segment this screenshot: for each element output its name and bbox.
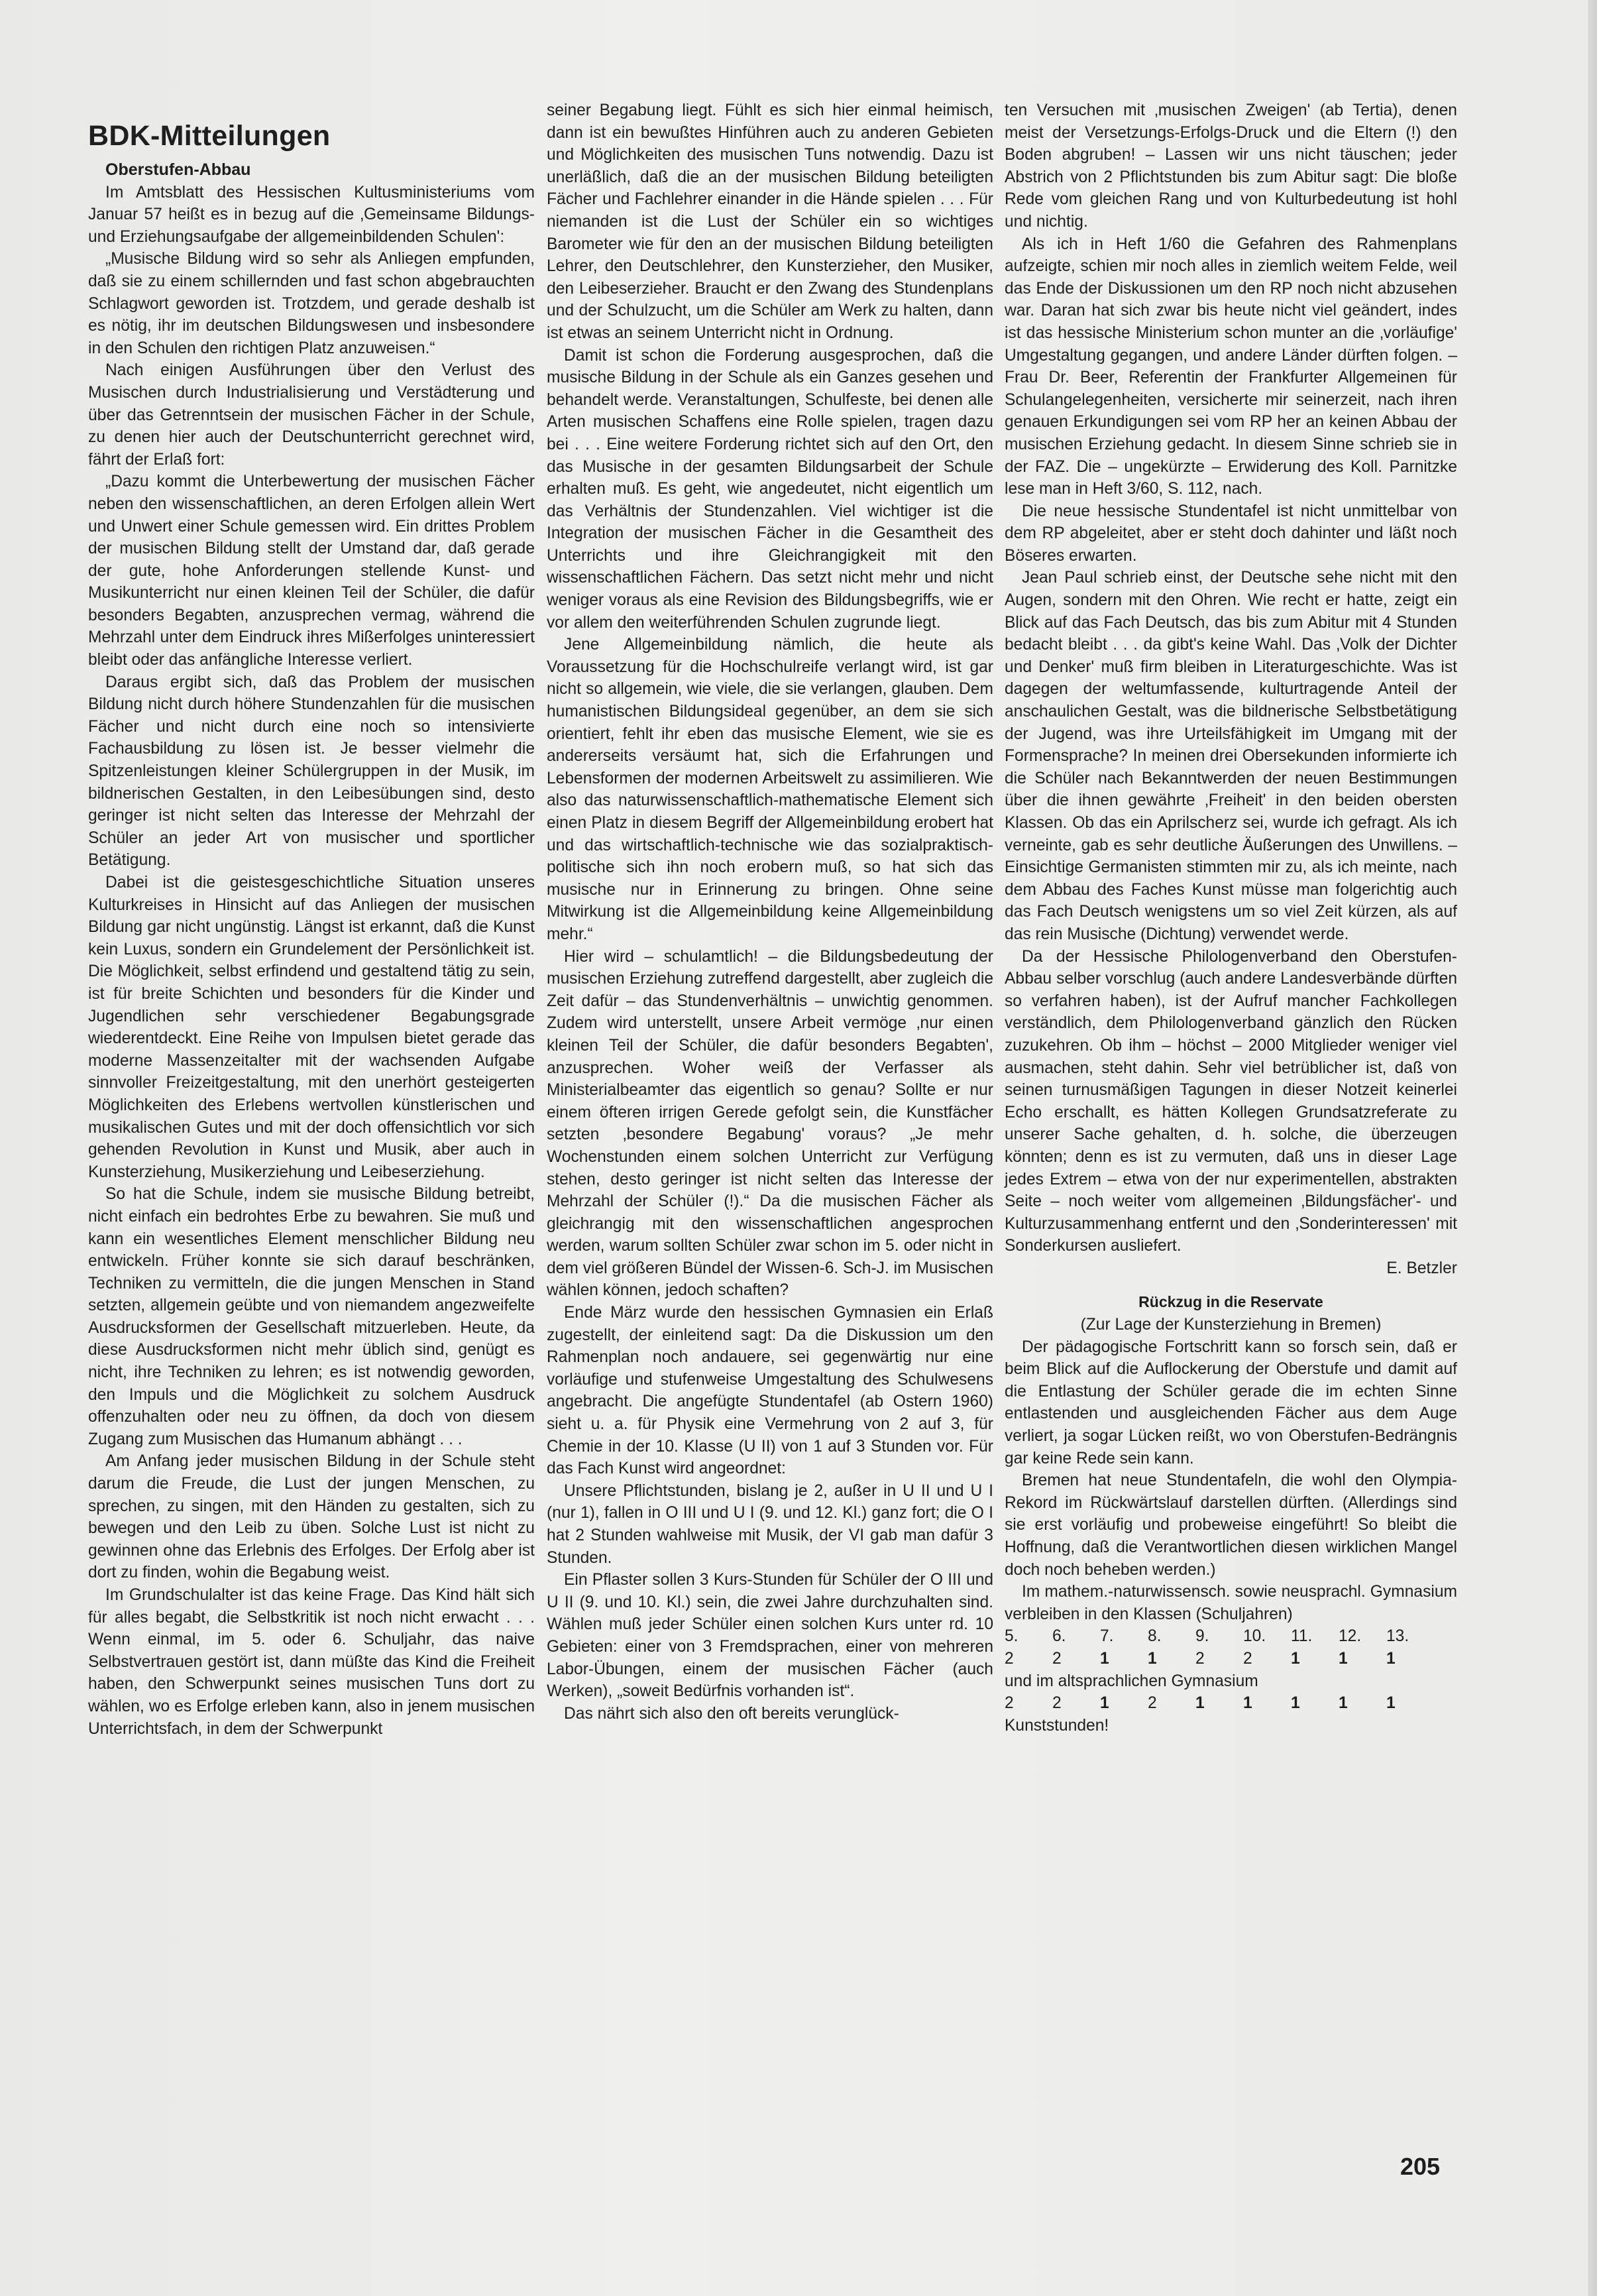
section-title-oberstufen-abbau: Oberstufen-Abbau [105, 160, 251, 179]
hours-cell: 1 [1386, 1694, 1396, 1713]
hours-cell: 1 [1195, 1694, 1205, 1713]
grade-cell: 10. [1243, 1627, 1266, 1646]
hours-cell: 1 [1291, 1649, 1300, 1668]
paragraph: Damit ist schon die Forderung ausgesprochen, daß die musische Bildung in der Schule als ein Ganzes gesehen und behandelt werde. Veranstaltungen, Schulfeste, bei denen alle Arten musischen Schaffens eine Rolle spielen, tragen dazu bei . . . Eine weitere Forderung richtet sich auf den Ort, den das Musische in der gesamten Bildungsarbeit der Schule erhalten muß. Es geht, wie angedeutet, nicht eigentlich um das Verhältnis der Stundenzahlen. Viel wichtiger ist die Integration der musischen Fächer in die Gesamtheit des Unterrichts und ihre Gleichrangigkeit mit den wissenschaftlichen Fächern. Das setzt nicht mehr und nicht weniger voraus als eine Revision des Bildungsbegriffs, wie er vor allem den weiterführenden Schulen zugrunde liegt. [547, 346, 993, 632]
hours-row-math [1005, 1648, 1457, 1670]
grade-cell: 7. [1100, 1627, 1114, 1646]
hours-cell: 1 [1243, 1694, 1252, 1713]
paragraph: So hat die Schule, indem sie musische Bildung betreibt, nicht einfach ein bedrohtes Erbe zu bewahren. Sie muß und kann ein wesentliches Element menschlicher Bildung neu entwickeln. Früher konnte sie sich darauf beschränken, Techniken zu vermitteln, die die jungen Menschen in Stand setzten, allgemein geübte und von niemandem angezweifelte Ausdrucksformen der Gesellschaft mitzuerleben. Heute, da diese Ausdrucksformen nicht mehr üblich sind, genügt es nicht, ihre Techniken zu lehren; es ist notwendig geworden, den Impuls und die Möglichkeit zu solchem Ausdruck offenzuhalten oder neu zu öffnen, da doch von diesem Zugang zum Musischen das Humanum abhängt . . . [88, 1185, 535, 1448]
hours-cell: 2 [1195, 1649, 1205, 1668]
hours-cell: 2 [1005, 1694, 1014, 1713]
paragraph: Ein Pflaster sollen 3 Kurs-Stunden für Schüler der O III und U II (9. und 10. Kl.) sein, die zwei Jahre durchzuhalten sind. Wählen muß jeder Schüler einen solchen Kurs unter rd. 10 Gebieten: einer von 3 Fremdsprachen, einer von mehreren Labor-Übungen, einem der musischen Fächer (auch Werken), „soweit Bedürfnis vorhanden ist“. [547, 1571, 993, 1701]
paragraph: Hier wird – schulamtlich! – die Bildungsbedeutung der musischen Erziehung zutreffend dargestellt, aber zugleich die Zeit dafür – das Stundenverhältnis – unwichtig genommen. Zudem wird unterstellt, unsere Arbeit vermöge ‚nur einen kleinen Teil der Schüler, die dafür besonders Begabten', anzusprechen. Woher weiß der Verfasser als Ministerialbeamter das eigentlich so genau? Sollte er nur einem öfteren irrigen Gerede gefolgt sein, die Kunstfächer setzten ‚besondere Begabung' voraus? „Je mehr Wochenstunden einem solchen Unterricht zur Verfügung stehen, desto geringer ist nicht selten das Interesse der Mehrzahl der Schüler (!).“ Da die musischen Fächer als gleichrangig mit den wissenschaftlichen angesprochen werden, warum sollten Schüler zwar schon im 5. oder nicht in dem viel größeren Bündel der Wissen-6. Sch-J. im Musischen wählen können, jedoch schaften? [547, 947, 993, 1300]
grade-cell: 12. [1339, 1627, 1362, 1646]
page-heading: BDK-Mitteilungen [88, 120, 331, 152]
paragraph: Nach einigen Ausführungen über den Verlust des Musischen durch Industrialisierung und Verstädterung und über das Getrenntsein der musischen Fächer in der Schule, zu denen hier auch der Deutschunterricht gerechnet wird, fährt der Erlaß fort: [88, 361, 535, 469]
paragraph: Bremen hat neue Stundentafeln, die wohl den Olympia-Rekord im Rückwärtslauf darstellen dürften. (Allerdings sind sie erst vorläufig und probeweise eingeführt! So bleibt die Hoffnung, daß die Verantwortlichen diesen wirklichen Mangel doch noch beheben werden.) [1005, 1471, 1457, 1579]
paragraph: „Musische Bildung wird so sehr als Anliegen empfunden, daß sie zu einem schillernden und fast schon abgebrauchten Schlagwort geworden ist. Trotzdem, und gerade deshalb ist es nötig, ihr im deutschen Bildungswesen und insbesondere in den Schulen den richtigen Platz anzuweisen.“ [88, 250, 535, 357]
section-title-rueckzug: Rückzug in die Reservate [1138, 1293, 1323, 1311]
hours-cell: 1 [1339, 1694, 1348, 1713]
paragraph: Im Grundschulalter ist das keine Frage. Das Kind hält sich für alles begabt, die Selbstkritik ist noch nicht erwacht . . . Wenn einmal, im 5. oder 6. Schuljahr, das naive Selbstvertrauen gestört ist, dann müßte das Kind die Freiheit haben, den Schwerpunkt seines musischen Tuns dort zu wählen, wo es Erfolge erleben kann, also in jenem musischen Unterrichtsfach, in dem der Schwerpunkt [88, 1586, 535, 1738]
hours-cell: 2 [1148, 1694, 1157, 1713]
paragraph: „Dazu kommt die Unterbewertung der musischen Fächer neben den wissenschaftlichen, an deren Erfolgen allein Wert und Unwert einer Schule gemessen wird. Ein drittes Problem der musischen Bildung stellt der Umstand dar, daß gerade der gute, hohe Anforderungen stellende Kunst- und Musikunterricht nur einen kleinen Teil der Schüler, die dafür besonders Begabten, anzusprechen vermag, während die Mehrzahl unter dem Eindruck ihres Mißerfolges uninteressiert bleibt oder das anfängliche Interesse verliert. [88, 473, 535, 669]
column-2 [547, 99, 993, 1725]
paragraph: Unsere Pflichtstunden, bislang je 2, außer in U II und U I (nur 1), fallen in O III und U I (9. und 12. Kl.) ganz fort; die O I hat 2 Stunden wahlweise mit Musik, der VI gab man dafür 3 Stunden. [547, 1481, 993, 1567]
paragraph: Ende März wurde den hessischen Gymnasien ein Erlaß zugestellt, der einleitend sagt: Da die Diskussion um den Rahmenplan noch andauere, sei gegenwärtig nur eine vorläufige und stufenweise Umgestaltung des Schulwesens angebracht. Die angefügte Stundentafel (ab Ostern 1960) sieht u. a. für Physik eine Vermehrung von 2 auf 3, für Chemie in der 10. Klasse (U II) von 1 auf 3 Stunden vor. Für das Fach Kunst wird angeordnet: [547, 1304, 993, 1478]
grade-cell: 11. [1291, 1627, 1313, 1646]
paragraph: Dabei ist die geistesgeschichtliche Situation unseres Kulturkreises in Hinsicht auf das Anliegen der musischen Bildung gar nicht ungünstig. Längst ist erkannt, daß die Kunst kein Luxus, sondern ein Grundelement der Persönlichkeit ist. Die Möglichkeit, selbst erfindend und gestaltend tätig zu sein, ist für breite Schichten und besonders für die Kinder und Jugendlichen sehr verschiedener Begabungsgrade wiederentdeckt. Eine Reihe von Impulsen bietet gerade das moderne Massenzeitalter mit der wachsenden Aufgabe sinnvoller Freizeitgestaltung, mit den unerhört gesteigerten Möglichkeiten des Erlebens wertvollen künstlerischen und musikalischen Gutes und mit der doch offensichtlich vor sich gehenden Revolution in Kunst und Musik, aber auch in Kunsterziehung, Musikerziehung und Leibeserziehung. [88, 874, 535, 1181]
paragraph: Daraus ergibt sich, daß das Problem der musischen Bildung nicht durch höhere Stundenzahlen für die musischen Fächer und nicht durch eine noch so intensivierte Fachausbildung zu lösen ist. Je besser vielmehr die Spitzenleistungen kleiner Schülergruppen in der Musik, im bildnerischen Gestalten, in den Leibesübungen sind, desto geringer ist nicht selten das Interesse der Mehrzahl der Schüler an jeder Art von musischer und sportlicher Betätigung. [88, 673, 535, 870]
hours-cell: 2 [1005, 1649, 1014, 1668]
paragraph: Jean Paul schrieb einst, der Deutsche sehe nicht mit den Augen, sondern mit den Ohren. Wie recht er hatte, zeigt ein Blick auf das Fach Deutsch, das bis zum Abitur mit 4 Stunden bedacht bleibt . . . da gibt's keine Wahl. Das ‚Volk der Dichter und Denker' muß firm bleiben in Literaturgeschichte. Was ist dagegen der weltumfassende, kulturtragende Anteil der anschaulichen Gestalt, was die bildnerische Selbstbetätigung der Jugend, was ihre Urteilsfähigkeit im Umgang mit der Formensprache? In meinen drei Obersekunden informierte ich die Schüler nach Bekanntwerden der neuen Bestimmungen über die ihnen gewährte ‚Freiheit' in den beiden obersten Klassen. Ob das ein Aprilscherz sei, wurde ich gefragt. Als ich verneinte, gab es sehr deutliche Äußerungen des Unwillens. – Einsichtige Germanisten stimmten mir zu, als ich meinte, nach dem Abbau des Faches Kunst müsse man folgerichtig auch das Fach Deutsch wenigstens um so viel Zeit kürzen, als auf das rein Musische (Dichtung) verwendet werde. [1005, 569, 1457, 943]
paragraph: Das nährt sich also den oft bereits verunglück- [564, 1704, 899, 1723]
paragraph: Da der Hessische Philologenverband den Oberstufen-Abbau selber vorschlug (auch andere Landesverbände dürften so verfahren haben), ist der Aufruf mancher Fachkollegen verständlich, dem Philologenverband gänzlich den Rücken zuzukehren. Ob ihm – höchst – 2000 Mitglieder weniger viel ausmachen, steht dahin. Sehr viel betrüblicher ist, daß von seinen turnusmäßigen Tagungen in dieser Notzeit keinerlei Echo erschallt, es hätten Kollegen Grundsatzreferate zu unserer Sache gehalten, d. h. solche, die überzeugen könnten; denn es ist zu vermuten, daß uns in dieser Lage jedes Extrem – etwa von der nur experimentellen, abstrakten Seite – noch weiter vom allgemeinen ‚Bildungsfächer'- und Kulturzusammenhang entfernt und den ‚Sonderinteressen' mit Sonderkursen ausliefert. [1005, 947, 1457, 1255]
signature: E. Betzler [1386, 1259, 1457, 1277]
hours-cell: 2 [1052, 1694, 1062, 1713]
closing-line: Kunststunden! [1005, 1716, 1109, 1735]
paragraph: Im Amtsblatt des Hessischen Kultusministeriums vom Januar 57 heißt es in bezug auf die ‚Gemeinsame Bildungs- und Erziehungsaufgabe der allgemeinbildenden Schulen': [88, 183, 535, 246]
paragraph: Die neue hessische Stundentafel ist nicht unmittelbar von dem RP abgeleitet, aber er steht doch dahinter und läßt noch Böseres erwarten. [1005, 502, 1457, 565]
grade-cell: 8. [1148, 1627, 1162, 1646]
page-edge-shadow [1588, 0, 1597, 2296]
page-number: 205 [1400, 2153, 1441, 2180]
hours-cell: 1 [1291, 1694, 1300, 1713]
paragraph: Jene Allgemeinbildung nämlich, die heute als Voraussetzung für die Hochschulreife verlangt wird, ist gar nicht so allgemein, wie viele, die sie verlangen, glauben. Dem humanistischen Bildungsideal gegenüber, an dem sie sich orientiert, fehlt ihr eben das musische Element, wie sie es andererseits versäumt hat, sich die Erfahrungen und Lebensformen der modernen Arbeitswelt zu assimilieren. Wie also das naturwissenschaftlich-mathematische Element sich einen Platz in diesem Begriff der Allgemeinbildung erobert hat und das wirtschaftlich-technische wie das sozialpraktisch-politische sich ihn noch erobern muß, so hat sich das musische nur in Erinnerung zu bringen. Ohne seine Mitwirkung ist die Allgemeinbildung keine Allgemeinbildung mehr.“ [547, 636, 993, 943]
grade-cell: 13. [1386, 1627, 1409, 1646]
paragraph: Als ich in Heft 1/60 die Gefahren des Rahmenplans aufzeigte, schien mir noch alles in ziemlich weitem Felde, weil das Ende der Diskussionen um den RP noch nicht abzusehen war. Daran hat sich zwar bis heute nicht viel geändert, indes ist das hessische Ministerium schon munter an die ‚vorläufige' Umgestaltung gegangen, und andere Länder dürften folgen. – Frau Dr. Beer, Referentin der Frankfurter Allgemeinen für Schulangelegenheiten, versicherte mir seinerzeit, nach ihren genauen Erkundigungen sei vom RP her an keinen Abbau der musischen Erziehung gedacht. In diesem Sinne schrieb sie in der FAZ. Die – ungekürzte – Erwiderung des Koll. Parnitzke lese man in Heft 3/60, S. 112, nach. [1005, 235, 1457, 498]
paragraph: Am Anfang jeder musischen Bildung in der Schule steht darum die Freude, die Lust der jungen Menschen, zu sprechen, zu singen, mit den Händen zu gestalten, sich zu bewegen und den Leib zu üben. Solche Lust ist nicht zu gewinnen ohne das Erlebnis des Erfolges. Der Erfolg aber ist dort zu finden, wohin die Begabung weist. [88, 1452, 535, 1582]
hours-cell: 1 [1148, 1649, 1157, 1668]
hours-cell: 1 [1339, 1649, 1348, 1668]
paragraph: Der pädagogische Fortschritt kann so forsch sein, daß er beim Blick auf die Auflockerung der Oberstufe und damit auf die Entlastung der Schüler gerade die im echten Sinne entlastenden und ausgleichenden Fächer aus dem Auge verliert, ja sogar Lücken reißt, wo von Oberstufen-Bedrängnis gar keine Rede sein kann. [1005, 1338, 1457, 1467]
column-3 [1005, 99, 1457, 1737]
paragraph: Im mathem.-naturwissensch. sowie neusprachl. Gymnasium verbleiben in den Klassen (Schuljahren) [1005, 1583, 1457, 1623]
paragraph: seiner Begabung liegt. Fühlt es sich hier einmal heimisch, dann ist ein bewußtes Hinführen auch zu anderen Gebieten und Möglichkeiten des musischen Tuns notwendig. Dazu ist unerläßlich, daß die an der musischen Bildung beteiligten Fächer und Fachlehrer einander in die Hände spielen . . . Für niemanden ist die Lust der Schüler ein so wichtiges Barometer wie für den an der musischen Bildung beteiligten Lehrer, den Deutschlehrer, den Kunsterzieher, den Musiker, den Leibeserzieher. Braucht er den Zwang des Stundenplans und der Schulzucht, um die Schüler am Werk zu halten, dann ist etwas an seinem Unterricht nicht in Ordnung. [547, 101, 993, 342]
column-1 [88, 119, 535, 1740]
hours-cell: 2 [1243, 1649, 1252, 1668]
hours-cell: 1 [1386, 1649, 1396, 1668]
grade-cell: 6. [1052, 1627, 1066, 1646]
paragraph: ten Versuchen mit ‚musischen Zweigen' (ab Tertia), denen meist der Versetzungs-Erfolgs-Druck und die Eltern (!) den Boden abgruben! – Lassen wir uns nicht täuschen; jeder Abstrich von 2 Pflichtstunden bis zum Abitur sagt: Die bloße Rede vom gleichen Rang und von Kulturbedeutung ist hohl und nichtig. [1005, 101, 1457, 231]
alt-label: und im altsprachlichen Gymnasium [1005, 1672, 1258, 1690]
hours-row-alt [1005, 1692, 1457, 1715]
hours-cell: 1 [1100, 1649, 1109, 1668]
grade-cell: 5. [1005, 1627, 1019, 1646]
grade-cell: 9. [1195, 1627, 1209, 1646]
grade-row [1005, 1625, 1457, 1648]
hours-cell: 2 [1052, 1649, 1062, 1668]
section-subtitle: (Zur Lage der Kunsterziehung in Bremen) [1080, 1316, 1382, 1334]
hours-cell: 1 [1100, 1694, 1109, 1713]
